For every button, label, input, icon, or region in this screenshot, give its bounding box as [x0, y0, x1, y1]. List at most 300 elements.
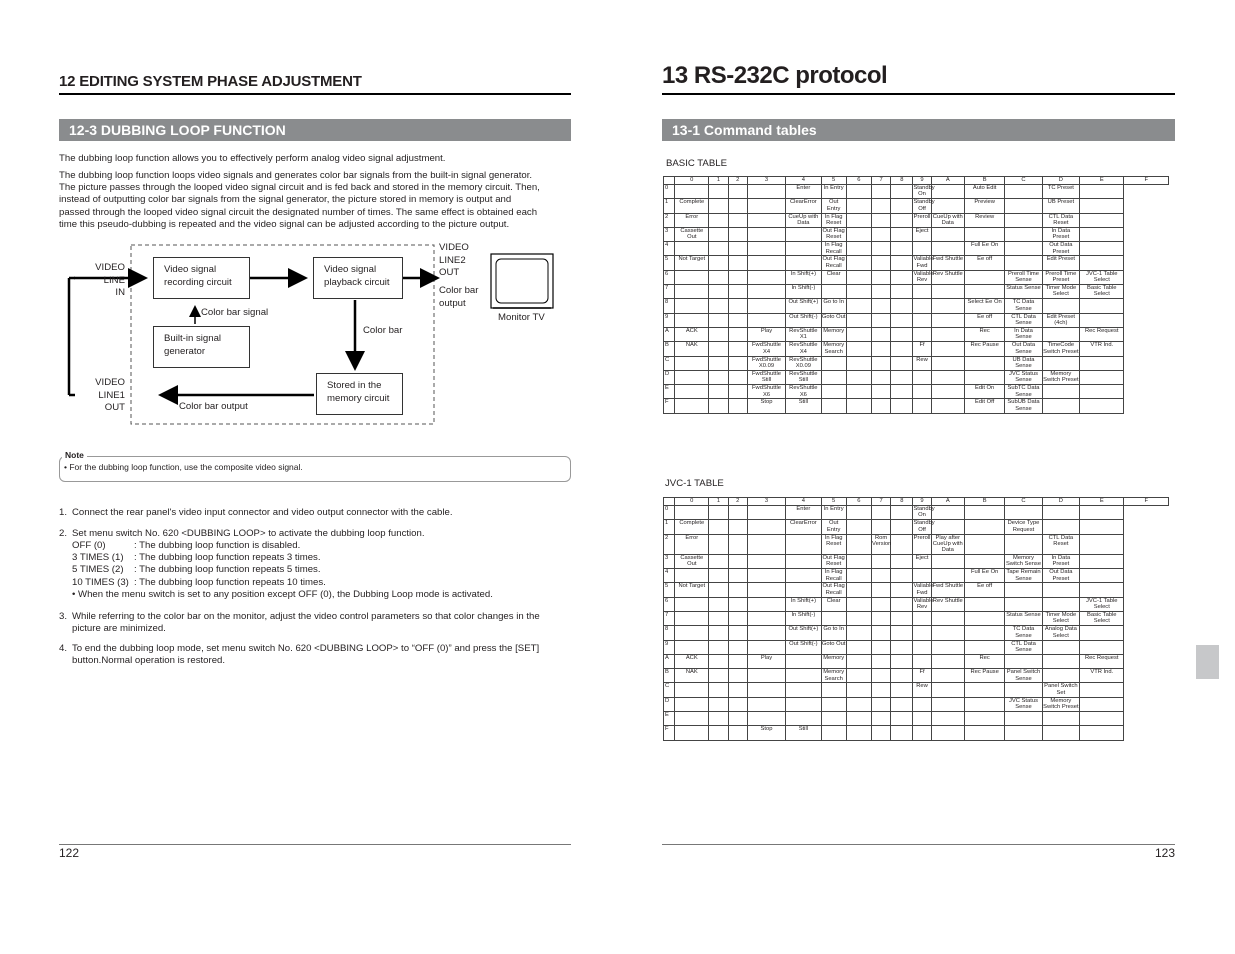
- table-cell: Timer Mode Select: [1042, 612, 1079, 626]
- table-cell: [891, 683, 913, 697]
- table-cell: [931, 299, 964, 313]
- table-cell: In Shift(-): [786, 612, 821, 626]
- table-cell: [747, 270, 785, 284]
- table-cell: [931, 669, 964, 683]
- label-video-line1-out: VIDEO LINE1 OUT: [95, 377, 125, 413]
- table-cell: [1080, 370, 1124, 384]
- table-cell: Ee off: [964, 583, 1004, 597]
- table-cell: Rec Pause: [964, 669, 1004, 683]
- column-header: 3: [747, 177, 785, 185]
- right-header-rule: [662, 93, 1175, 95]
- table-cell: [913, 640, 931, 654]
- table-cell: [872, 683, 891, 697]
- table-cell: [786, 669, 821, 683]
- column-header: F: [1124, 498, 1169, 506]
- column-header: B: [964, 498, 1004, 506]
- table-cell: [709, 626, 728, 640]
- table-cell: Out Flag Reset: [822, 554, 845, 568]
- table-cell: [1080, 683, 1124, 697]
- intro-line: The picture passes through the looped video signal circuit and is fed back and stored in the memory circuit. Then,: [59, 182, 540, 194]
- table-cell: Cassette Out: [675, 227, 709, 241]
- table-cell: Not Target: [675, 583, 709, 597]
- table-cell: [728, 654, 747, 668]
- table-cell: [846, 213, 871, 227]
- row-header: 8: [664, 299, 675, 313]
- column-header: D: [1042, 177, 1079, 185]
- table-cell: [709, 534, 728, 554]
- row-header: 6: [664, 597, 675, 611]
- column-header: 0: [675, 498, 709, 506]
- table-cell: [675, 569, 709, 583]
- table-cell: [891, 256, 913, 270]
- table-cell: Full Ee On: [964, 569, 1004, 583]
- table-cell: [846, 640, 871, 654]
- column-header: 7: [872, 177, 891, 185]
- column-header: 6: [846, 177, 871, 185]
- table-cell: [891, 313, 913, 327]
- table-cell: [872, 270, 891, 284]
- table-cell: [747, 313, 785, 327]
- table-cell: [872, 626, 891, 640]
- table-cell: [1005, 242, 1042, 256]
- table-cell: [872, 640, 891, 654]
- table-cell: [675, 626, 709, 640]
- table-row: [664, 242, 1169, 256]
- table-cell: Preroll Time Preset: [1042, 270, 1079, 284]
- table-cell: [1042, 712, 1079, 726]
- table-cell: [1080, 213, 1124, 227]
- table-cell: [747, 612, 785, 626]
- table-cell: [821, 712, 846, 726]
- table-cell: [1080, 626, 1124, 640]
- table-cell: [1005, 726, 1042, 740]
- table-cell: [709, 199, 728, 213]
- row-header: 9: [664, 313, 675, 327]
- table-cell: Error: [675, 534, 709, 554]
- table-cell: Memory: [821, 654, 846, 668]
- table-cell: [728, 342, 747, 356]
- table-cell: [1005, 597, 1042, 611]
- table-cell: [709, 726, 728, 740]
- table-cell: Enter: [786, 185, 821, 199]
- table-cell: Memory Switch Preset: [1043, 370, 1079, 384]
- table-row: [664, 385, 1169, 399]
- table-cell: In Entry: [821, 506, 846, 520]
- intro-line: The dubbing loop function loops video signals and generates color bar signals from the built-in signal generator.: [59, 170, 533, 181]
- table-cell: [675, 683, 709, 697]
- table-cell: [891, 569, 913, 583]
- table-cell: [931, 520, 964, 534]
- table-cell: [931, 569, 964, 583]
- table-cell: [846, 583, 871, 597]
- table-cell: [786, 583, 821, 597]
- table-cell: [872, 726, 891, 740]
- monitor-tv-icon: [491, 254, 553, 308]
- column-header: 1: [709, 177, 728, 185]
- table-cell: [872, 597, 891, 611]
- table-cell: Enter: [786, 506, 821, 520]
- table-cell: [846, 385, 871, 399]
- table-cell: Timer Mode Select: [1042, 285, 1079, 299]
- label-color-bar-output-bottom: Color bar output: [179, 401, 248, 412]
- table-cell: [709, 299, 728, 313]
- table-cell: Rev Shuttle: [931, 270, 964, 284]
- table-cell: [728, 712, 747, 726]
- table-cell: [872, 285, 891, 299]
- table-cell: Still: [786, 726, 821, 740]
- table-cell: [747, 199, 785, 213]
- label-video-line-in: VIDEO LINE IN: [95, 262, 125, 298]
- table-cell: [1080, 520, 1124, 534]
- table-cell: [728, 612, 747, 626]
- table-cell: [1005, 712, 1042, 726]
- table-cell: [891, 612, 913, 626]
- table-cell: [913, 327, 931, 341]
- table-cell: [675, 726, 709, 740]
- table-cell: Ff: [913, 342, 931, 356]
- step-1: 1. Connect the rear panel's video input connector and video output connector with the cable.: [59, 507, 453, 518]
- table-cell: [1042, 299, 1079, 313]
- column-header: D: [1042, 498, 1079, 506]
- table-cell: [891, 399, 913, 413]
- table-cell: [931, 697, 964, 711]
- table-cell: [747, 554, 785, 568]
- row-header: C: [664, 683, 675, 697]
- table-cell: Standby Off: [913, 199, 935, 212]
- table-cell: [675, 640, 709, 654]
- table-cell: Out Data Preset: [1042, 569, 1079, 583]
- table-cell: Memory Switch Preset: [1043, 697, 1079, 711]
- table-cell: [872, 612, 891, 626]
- table-cell: [728, 213, 747, 227]
- table-cell: [891, 370, 913, 384]
- table-cell: RevShuttle X4: [786, 342, 821, 356]
- table-cell: [821, 612, 846, 626]
- table-cell: [821, 683, 846, 697]
- table-cell: [931, 712, 964, 726]
- table-cell: [747, 256, 785, 270]
- table-cell: [786, 569, 821, 583]
- left-section-banner: 12-3 DUBBING LOOP FUNCTION: [59, 119, 571, 141]
- table-cell: In Flag Recall: [821, 569, 846, 583]
- right-page-header: 13 RS-232C protocol: [662, 62, 888, 89]
- table-cell: Out Flag Reset: [822, 227, 845, 241]
- table-cell: [891, 342, 913, 356]
- table-cell: Valiable Fwd: [913, 583, 934, 596]
- table-cell: [1042, 583, 1079, 597]
- table-cell: FwdShuttle X6: [747, 385, 785, 399]
- table-cell: Select Ee On: [964, 299, 1004, 313]
- table-cell: [913, 569, 931, 583]
- table-cell: [931, 626, 964, 640]
- table-row: [664, 554, 1169, 568]
- table-cell: RevShuttle X1: [786, 327, 821, 341]
- table-cell: [872, 654, 891, 668]
- table-cell: [821, 697, 846, 711]
- table-cell: [964, 712, 1004, 726]
- row-header: 8: [664, 626, 675, 640]
- table-cell: [728, 285, 747, 299]
- table-cell: [846, 270, 871, 284]
- table-cell: Out Flag Recall: [822, 583, 845, 596]
- table-cell: [872, 342, 891, 356]
- left-page-header: 12 EDITING SYSTEM PHASE ADJUSTMENT: [59, 73, 362, 90]
- table-row: [664, 256, 1169, 270]
- table-cell: [931, 654, 964, 668]
- table-cell: Rec Request: [1080, 327, 1124, 341]
- table-cell: [846, 506, 871, 520]
- column-header: 6: [846, 498, 871, 506]
- table-cell: [1005, 185, 1042, 199]
- table-cell: Eject: [913, 227, 931, 241]
- table-cell: Rec: [964, 654, 1004, 668]
- table-cell: In Entry: [821, 185, 846, 199]
- table-cell: [931, 313, 964, 327]
- table-cell: [1080, 534, 1124, 554]
- table-cell: [747, 569, 785, 583]
- table-cell: [821, 399, 846, 413]
- table-cell: RevShuttle X0.09: [786, 356, 821, 370]
- table-cell: Out Entry: [821, 520, 846, 534]
- table-cell: [846, 597, 871, 611]
- table-cell: [1005, 654, 1042, 668]
- table-cell: [709, 327, 728, 341]
- left-page-number: 122: [59, 846, 80, 860]
- table-cell: [786, 256, 821, 270]
- table-cell: [728, 256, 747, 270]
- table-row: [664, 697, 1169, 711]
- table-row: [664, 270, 1169, 284]
- table-cell: Ee off: [964, 313, 1004, 327]
- step-4: 4. To end the dubbing loop mode, set menu switch No. 620 <DUBBING LOOP> to “OFF (0)” and press the [SET] button.Normal operation is restored.: [59, 643, 540, 667]
- table-cell: Panel Switch Sense: [1006, 669, 1041, 682]
- table-cell: [846, 370, 871, 384]
- table-cell: [1080, 583, 1124, 597]
- right-footer-rule: [662, 844, 1175, 845]
- table-cell: Complete: [675, 199, 709, 213]
- column-header: 7: [872, 498, 891, 506]
- table-cell: [1042, 520, 1079, 534]
- table-cell: Rec Pause: [964, 342, 1004, 356]
- column-header: 2: [728, 177, 747, 185]
- row-header: 2: [664, 534, 675, 554]
- table-cell: [913, 697, 931, 711]
- table-cell: Memory: [821, 327, 846, 341]
- table-cell: JVC-1 Table Select: [1080, 270, 1124, 284]
- table-cell: [891, 327, 913, 341]
- table-cell: Memory Switch Sense: [1005, 554, 1042, 568]
- intro-paragraph-1: The dubbing loop function allows you to effectively perform analog video signal adjustment.: [59, 153, 446, 164]
- table-cell: [709, 285, 728, 299]
- row-header: 7: [664, 612, 675, 626]
- table-cell: Status Sense: [1005, 612, 1042, 626]
- right-section-banner: 13-1 Command tables: [662, 119, 1175, 141]
- table-cell: [1080, 640, 1124, 654]
- table-cell: [872, 256, 891, 270]
- table-cell: In Data Preset: [1042, 554, 1079, 568]
- table-cell: [872, 356, 891, 370]
- table-cell: [728, 569, 747, 583]
- table-row: [664, 327, 1169, 341]
- table-cell: [846, 712, 871, 726]
- table-cell: [846, 569, 871, 583]
- table-cell: [1080, 569, 1124, 583]
- table-cell: Edit Preset: [1042, 256, 1079, 270]
- table-cell: [891, 299, 913, 313]
- table-cell: [1080, 697, 1124, 711]
- table-cell: In Data Preset: [1042, 227, 1079, 241]
- table-cell: In Flag Reset: [821, 213, 846, 227]
- table-cell: Go to In: [821, 626, 846, 640]
- table-cell: [747, 640, 785, 654]
- table-cell: Tape Remain Sense: [1006, 569, 1041, 582]
- table-cell: [821, 285, 846, 299]
- table-cell: Clear: [821, 270, 846, 284]
- table-cell: [891, 583, 913, 597]
- table-cell: [846, 285, 871, 299]
- table-cell: [913, 299, 931, 313]
- table-cell: [709, 520, 728, 534]
- table-cell: [709, 213, 728, 227]
- column-header: 1: [709, 498, 728, 506]
- table-cell: Memory Search: [821, 342, 846, 356]
- table-cell: [709, 342, 728, 356]
- table-cell: Play after CueUp with Data: [932, 534, 963, 554]
- table-row: [664, 583, 1169, 597]
- table-cell: [728, 554, 747, 568]
- table-cell: [1042, 399, 1079, 413]
- jvc-command-table: [663, 497, 1169, 741]
- table-cell: [1005, 583, 1042, 597]
- table-cell: [891, 534, 913, 554]
- table-row: [664, 597, 1169, 611]
- table-cell: In Flag Recall: [821, 242, 846, 256]
- table-cell: [846, 242, 871, 256]
- table-cell: [931, 683, 964, 697]
- option-list: OFF (0) : The dubbing loop function is disabled. 3 TIMES (1) : The dubbing loop function repeats 3 times. 5 TIMES (2) : The dubbing loop function repeats 5 times. 10 TIMES (3) : The dubbing loop function repeats 10 times. • When the menu switch is set to any position except OFF (0), the Dubbing Loop mode is activated.: [72, 540, 493, 600]
- table-cell: [709, 697, 728, 711]
- table-cell: [931, 199, 964, 213]
- table-cell: Rew: [913, 356, 931, 370]
- table-cell: [913, 385, 931, 399]
- table-cell: [728, 399, 747, 413]
- note-text: • For the dubbing loop function, use the composite video signal.: [64, 462, 303, 472]
- table-cell: [846, 399, 871, 413]
- table-cell: [964, 227, 1004, 241]
- table-cell: [1005, 534, 1042, 554]
- table-cell: [728, 356, 747, 370]
- table-cell: [675, 385, 709, 399]
- table-cell: [728, 683, 747, 697]
- table-cell: Preroll: [913, 213, 931, 227]
- left-header-rule: [59, 93, 571, 95]
- table-cell: SubUB Data Sense: [1005, 399, 1042, 413]
- table-row: [664, 683, 1169, 697]
- table-cell: [891, 506, 913, 520]
- row-header: F: [664, 399, 675, 413]
- table-cell: [931, 385, 964, 399]
- box-recording-circuit: Video signal recording circuit: [153, 257, 250, 299]
- table-cell: Rec Request: [1080, 654, 1124, 668]
- row-header: 6: [664, 270, 675, 284]
- box-signal-generator: Built-in signal generator: [153, 326, 250, 368]
- table-cell: [709, 399, 728, 413]
- table-cell: [964, 356, 1004, 370]
- table-cell: CTL Data Sense: [1005, 640, 1042, 654]
- table-cell: [872, 185, 891, 199]
- table-cell: [913, 285, 931, 299]
- table-cell: Out Flag Recall: [822, 256, 845, 269]
- table-cell: [1042, 385, 1079, 399]
- table-cell: [675, 612, 709, 626]
- table-cell: [931, 506, 964, 520]
- table-cell: Out Shift(+): [786, 626, 821, 640]
- column-header: 5: [821, 498, 846, 506]
- table-cell: [709, 612, 728, 626]
- table-cell: RevShuttle X6: [786, 385, 821, 399]
- table-cell: [728, 726, 747, 740]
- table-cell: [846, 520, 871, 534]
- table-cell: Valiable Rev: [913, 270, 934, 284]
- column-header: A: [931, 177, 964, 185]
- table-row: [664, 199, 1169, 213]
- column-header: C: [1005, 498, 1042, 506]
- table-cell: In Data Sense: [1005, 327, 1042, 341]
- table-cell: [872, 327, 891, 341]
- table-cell: [821, 356, 846, 370]
- table-cell: [931, 327, 964, 341]
- table-cell: [872, 554, 891, 568]
- column-header: E: [1080, 498, 1124, 506]
- table-cell: [675, 597, 709, 611]
- table-cell: [728, 185, 747, 199]
- table-cell: [1080, 385, 1124, 399]
- column-header: E: [1080, 177, 1124, 185]
- table-cell: VTR Ind.: [1080, 669, 1124, 683]
- table-cell: [891, 356, 913, 370]
- column-header: 3: [747, 498, 785, 506]
- table-row: [664, 370, 1169, 384]
- box-memory-circuit: Stored in the memory circuit: [316, 373, 403, 415]
- row-header: 1: [664, 520, 675, 534]
- table-cell: [891, 669, 913, 683]
- table-cell: [709, 227, 728, 241]
- column-header: A: [931, 498, 964, 506]
- table-cell: [872, 370, 891, 384]
- table-row: [664, 285, 1169, 299]
- table-cell: [675, 506, 709, 520]
- table-cell: [931, 185, 964, 199]
- label-color-bar: Color bar: [363, 325, 403, 336]
- table-cell: [747, 697, 785, 711]
- table-cell: [964, 726, 1004, 740]
- table-cell: [872, 669, 891, 683]
- table-cell: [891, 213, 913, 227]
- table-cell: [1080, 227, 1124, 241]
- table-cell: [709, 597, 728, 611]
- table-cell: [709, 370, 728, 384]
- table-cell: [846, 313, 871, 327]
- table-cell: [964, 626, 1004, 640]
- table-row: [664, 356, 1169, 370]
- table-cell: [709, 242, 728, 256]
- table-cell: Rew: [913, 683, 931, 697]
- table-cell: [728, 313, 747, 327]
- table-cell: [872, 569, 891, 583]
- table-cell: [872, 213, 891, 227]
- table-cell: [1042, 654, 1079, 668]
- table-cell: Review: [964, 213, 1004, 227]
